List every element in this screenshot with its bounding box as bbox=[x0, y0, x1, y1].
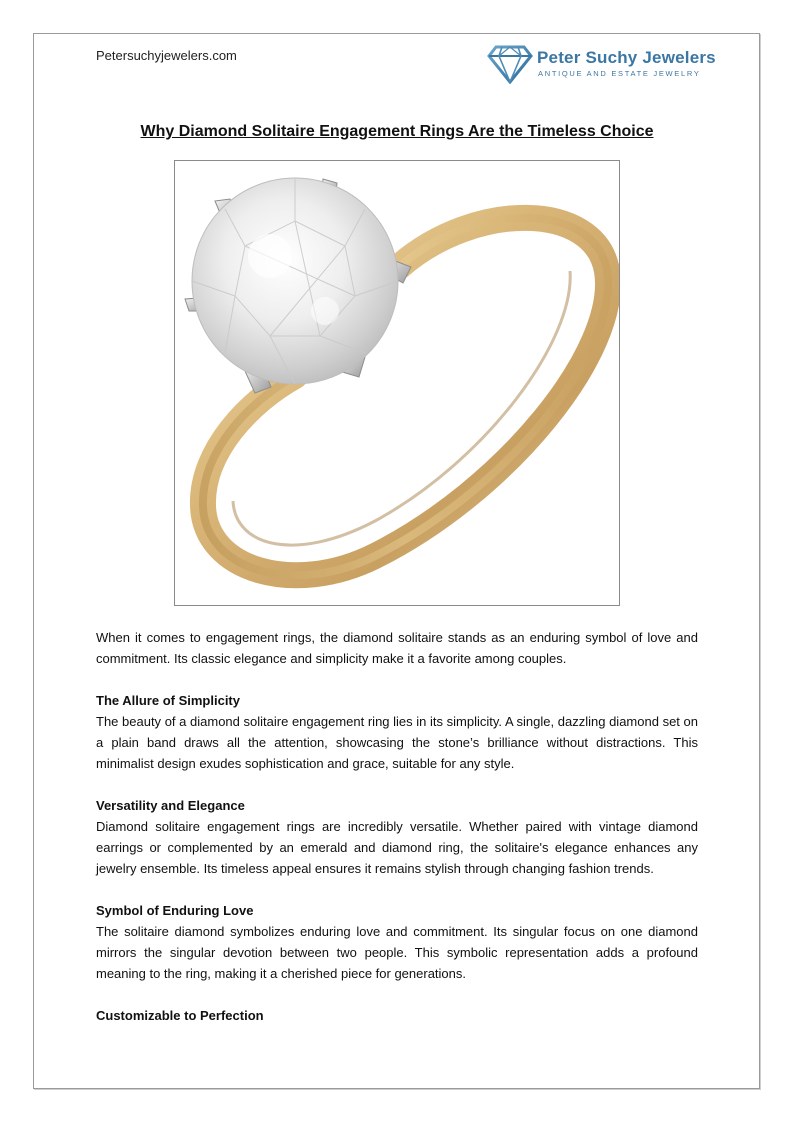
brand-logo[interactable] bbox=[487, 44, 716, 86]
section-versatility-and-elegance bbox=[96, 795, 698, 879]
section-symbol-of-enduring-love bbox=[96, 900, 698, 984]
intro-paragraph: When it comes to engagement rings, the diamond solitaire stands as an enduring symbol of love and commitment. Its classic elegance and simplicity make it a favorite among couples. bbox=[96, 630, 698, 666]
page-title: Why Diamond Solitaire Engagement Rings Are the Timeless Choice bbox=[140, 122, 654, 140]
diamond-outline-icon bbox=[487, 44, 533, 84]
section-body: The solitaire diamond symbolizes enduring love and commitment. Its singular focus on one diamond mirrors the singular devotion between two people. This symbolic representation adds a profound meaning to the ring, making it a cherished piece for generations. bbox=[96, 924, 698, 981]
logo-name: Peter Suchy Jewelers bbox=[537, 48, 716, 67]
section-heading: Versatility and Elegance bbox=[96, 798, 245, 813]
section-body: The beauty of a diamond solitaire engagement ring lies in its simplicity. A single, dazzling diamond set on a plain band draws all the attention, showcasing the stone’s brilliance without distractions. This minimalist design exudes sophistication and grace, suitable for any style. bbox=[96, 714, 698, 771]
section-heading: The Allure of Simplicity bbox=[96, 693, 240, 708]
section-body: Diamond solitaire engagement rings are incredibly versatile. Whether paired with vintage diamond earrings or complemented by an emerald and diamond ring, the solitaire's elegance enhances any jewelry ensemble. Its timeless appeal ensures it remains stylish through changing fashion trends. bbox=[96, 819, 698, 876]
section-customizable-to-perfection bbox=[96, 1005, 698, 1026]
diamond-solitaire-ring-icon bbox=[175, 161, 619, 605]
ring-image-frame bbox=[174, 160, 620, 606]
section-heading: Symbol of Enduring Love bbox=[96, 903, 254, 918]
section-allure-of-simplicity bbox=[96, 690, 698, 774]
article-body bbox=[96, 627, 698, 1047]
logo-tagline: ANTIQUE AND ESTATE JEWELRY bbox=[538, 69, 701, 78]
site-url: Petersuchyjewelers.com bbox=[96, 48, 237, 63]
section-heading: Customizable to Perfection bbox=[96, 1008, 264, 1023]
